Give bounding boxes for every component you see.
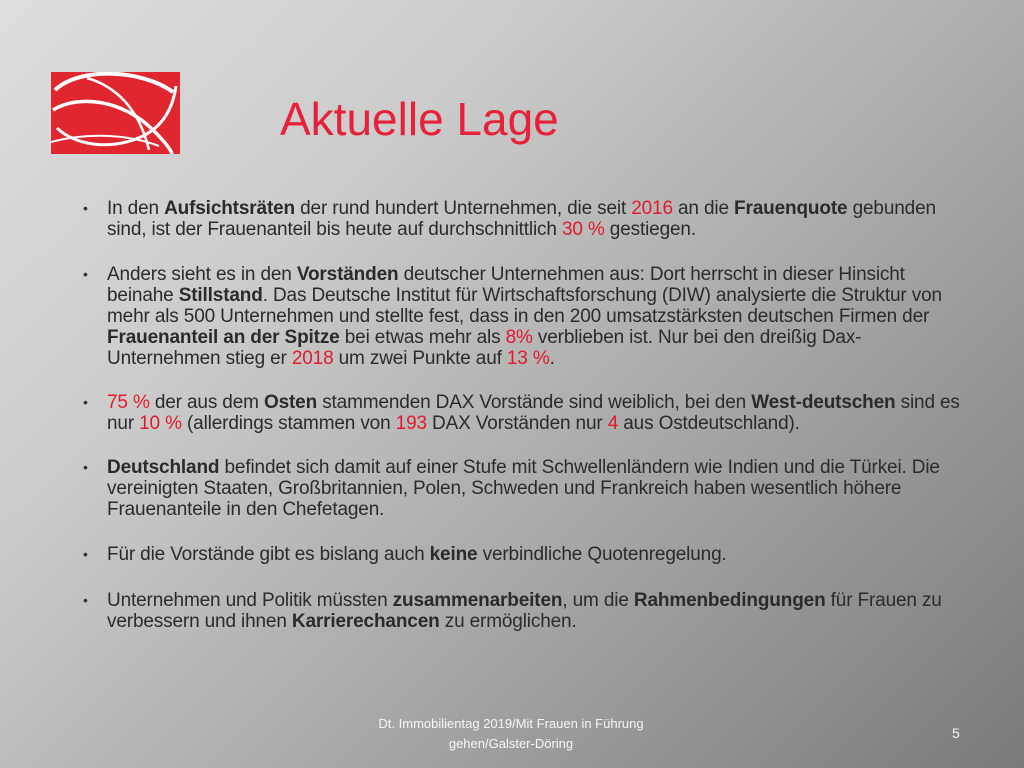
bullet-item [80,457,960,520]
bullet-list [80,198,960,632]
bullet-text: für Frauen zu verbessern und ihnen [107,590,942,632]
page-number: 5 [952,725,960,741]
bullet-item [80,264,960,369]
highlight-number: 4 [607,413,619,434]
bullet-text: , um die [562,590,634,611]
slide-title: Aktuelle Lage [280,93,559,145]
highlight-number: 8% [505,327,533,348]
bold-term: Osten [263,392,318,413]
bold-term: Frauenquote [734,198,848,219]
bullet-item [80,392,960,434]
bullet-text: der rund hundert Unternehmen, die seit [295,198,632,219]
bold-term: Karrierechancen [291,611,440,632]
bold-term: Vorständen [296,264,399,285]
bullet-text: deutscher Unternehmen aus: Dort herrscht in dieser Hinsicht beinahe [107,264,905,306]
bullet-text: befindet sich damit auf einer Stufe mit Schwellenländern wie Indien und die Türkei. Die vereinigten Staaten, Großbritannien, Polen, Schweden und Frankreich haben wesentlich höhere Frauenanteile in den Chefetagen. [107,457,940,520]
bullet-text: um zwei Punkte auf [333,348,507,369]
bold-term: zusammenarbeiten [392,590,563,611]
bullet-item [80,198,960,240]
bullet-text: (allerdings stammen von [181,413,396,434]
bullet-text: der aus dem [149,392,264,413]
bullet-text: stammenden DAX Vorstände sind weiblich, bei den [317,392,752,413]
highlight-number: 2016 [631,198,673,219]
bold-term: Stillstand [178,285,263,306]
bold-term: West-deutschen [751,392,896,413]
bullet-text: In den [107,198,165,219]
bullet-text: an die [672,198,735,219]
bullet-text: Unternehmen und Politik müssten [107,590,393,611]
bold-term: Rahmenbedingungen [633,590,826,611]
bullet-item [80,544,960,565]
highlight-number: 75 % [107,392,150,413]
highlight-number: 10 % [139,413,182,434]
bullet-text: Für die Vorstände gibt es bislang auch [107,544,430,565]
bullet-text: aus Ostdeutschland). [618,413,800,434]
bullet-text: bei etwas mehr als [339,327,506,348]
bullet-text: gebunden sind, ist der Frauenanteil bis heute auf durchschnittlich [107,198,936,240]
bold-term: keine [429,544,478,565]
highlight-number: 13 % [506,348,550,369]
highlight-number: 2018 [291,348,334,369]
highlight-number: 193 [395,413,427,434]
bullet-text: DAX Vorständen nur [426,413,608,434]
bullet-text: zu ermöglichen. [439,611,577,632]
swirl-logo-icon [51,72,180,154]
bullet-text: Anders sieht es in den [107,264,297,285]
bullet-item [80,590,960,632]
bullet-text: gestiegen. [604,219,696,240]
highlight-number: 30 % [561,219,605,240]
footer-text [356,714,666,754]
bullet-text: verblieben ist. Nur bei den dreißig Dax-Unternehmen stieg er [107,327,862,369]
bullet-text: verbindliche Quotenregelung. [477,544,727,565]
bullet-text: . [549,348,555,369]
bold-term: Frauenanteil an der Spitze [107,327,340,348]
bullet-text: sind es nur [107,392,960,434]
footer-line-2: gehen/Galster-Döring [448,736,574,751]
bold-term: Deutschland [107,457,220,478]
bold-term: Aufsichtsräten [164,198,295,219]
footer-line-1: Dt. Immobilientag 2019/Mit Frauen in Führung [378,716,644,731]
bullet-text: . Das Deutsche Institut für Wirtschaftsforschung (DIW) analysierte die Struktur von mehr als 500 Unternehmen und stellte fest, dass in den 200 umsatzstärksten deutschen Firmen der [107,285,942,327]
